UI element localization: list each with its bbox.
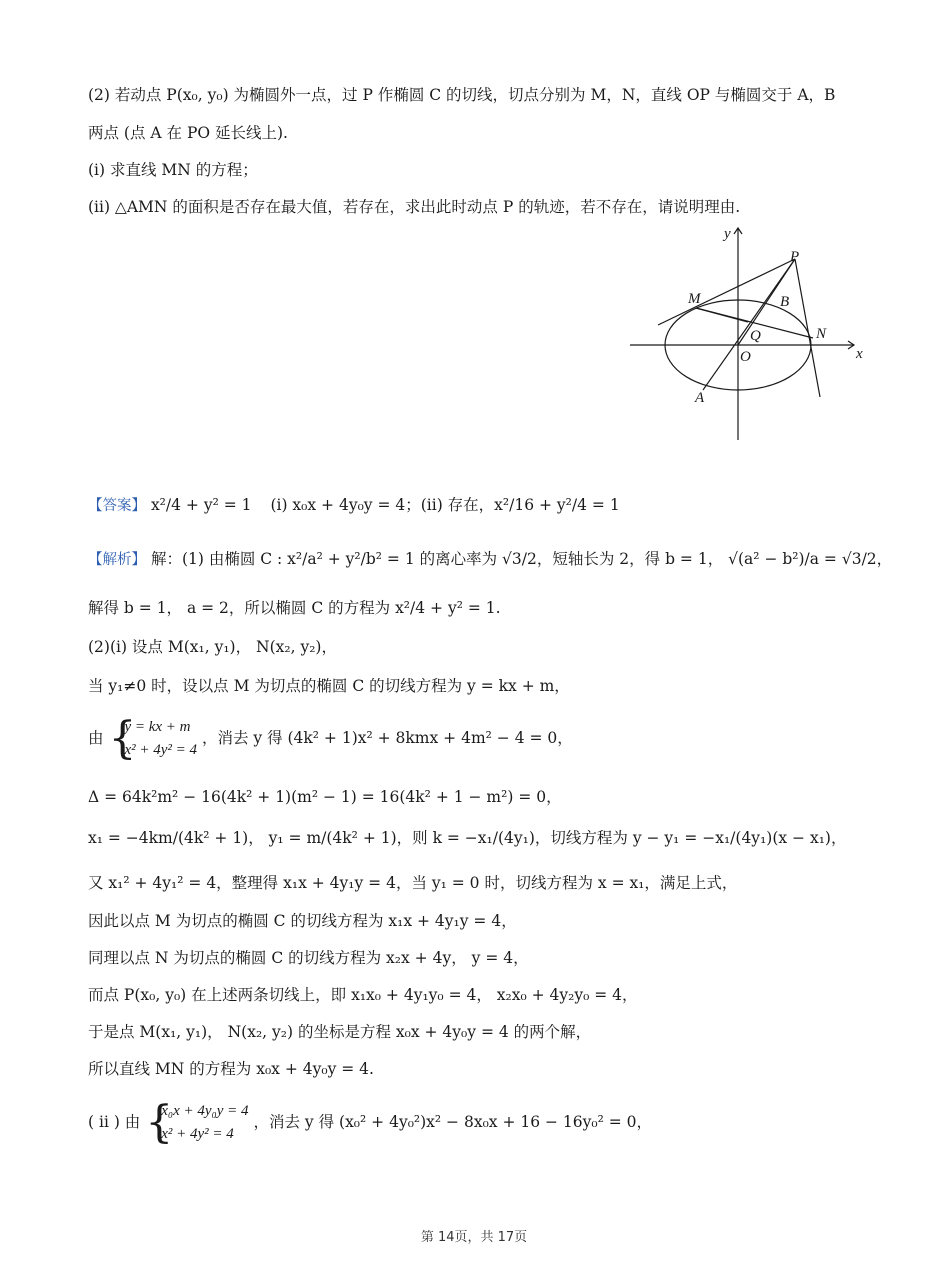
answer-tag: 【答案】 <box>88 498 146 514</box>
problem-line-2: 两点 (点 A 在 PO 延长线上). <box>88 124 288 142</box>
problem-line-1: (2) 若动点 P(x₀, y₀) 为椭圆外一点，过 P 作椭圆 C 的切线，切点分别为 M，N，直线 OP 与椭圆交于 A，B <box>88 86 836 104</box>
equation-system-2 <box>145 1097 249 1148</box>
analysis-line-13: 所以直线 MN 的方程为 x₀x + 4y₀y = 4. <box>88 1060 374 1078</box>
label-x: x <box>856 346 863 362</box>
problem-part-ii: (ii) △AMN 的面积是否存在最大值，若存在，求出此时动点 P 的轨迹，若不存在，请说明理由. <box>88 198 741 216</box>
system2-eq2: x² + 4y² = 4 <box>161 1126 234 1142</box>
answer-part2: (i) x₀x + 4y₀y = 4；(ii) 存在，x²/16 + y²/4 = 1 <box>270 496 620 514</box>
analysis-l14-pre: ( ⅱ ) 由 <box>88 1113 141 1131</box>
ellipse-tangent-figure <box>628 222 868 446</box>
analysis-line-3: (2)(i) 设点 M(x₁, y₁)， N(x₂, y₂)， <box>88 638 337 656</box>
segment-mq <box>696 308 748 322</box>
analysis-line-5 <box>88 713 573 764</box>
analysis-line-6: Δ = 64k²m² − 16(4k² + 1)(m² − 1) = 16(4k² + 1 − m²) = 0， <box>88 788 562 806</box>
analysis-line-2: 解得 b = 1， a = 2，所以椭圆 C 的方程为 x²/4 + y² = 1. <box>88 599 501 617</box>
equation-system-1 <box>108 713 198 764</box>
label-p: P <box>790 249 800 265</box>
analysis-line-10: 同理以点 N 为切点的椭圆 C 的切线方程为 x₂x + 4y， y = 4， <box>88 949 529 967</box>
label-m: M <box>688 291 701 307</box>
page-footer: 第 14页，共 17页 <box>420 1230 528 1245</box>
analysis-line-7: x₁ = −4km/(4k² + 1)， y₁ = m/(4k² + 1)，则 k = −x₁/(4y₁)，切线方程为 y − y₁ = −x₁/(4y₁)(x − x₁)， <box>88 829 847 847</box>
left-brace-icon: { <box>108 713 137 764</box>
analysis-line-8: 又 x₁² + 4y₁² = 4，整理得 x₁x + 4y₁y = 4，当 y₁ = 0 时，切线方程为 x = x₁，满足上式， <box>88 874 738 892</box>
analysis-l14-post: ，消去 y 得 (x₀² + 4y₀²)x² − 8x₀x + 16 − 16y₀² = 0， <box>253 1113 653 1131</box>
analysis-l5-pre: 由 <box>88 729 104 747</box>
tangent-line-pm <box>658 259 795 325</box>
analysis-l1: 解：(1) 由椭圆 C : x²/a² + y²/b² = 1 的离心率为 √3/2，短轴长为 2，得 b = 1， √(a² − b²)/a = √3/2， <box>150 550 893 568</box>
analysis-line-4: 当 y₁≠0 时，设以点 M 为切点的椭圆 C 的切线方程为 y = kx + m， <box>88 677 570 695</box>
system2-eq1: x₀x + 4y₀y = 4 <box>161 1103 249 1119</box>
answer-part1: x²/4 + y² = 1 <box>150 496 252 514</box>
answer-line <box>88 494 620 517</box>
label-b: B <box>780 294 790 310</box>
analysis-line-12: 于是点 M(x₁, y₁)， N(x₂, y₂) 的坐标是方程 x₀x + 4y₀y = 4 的两个解， <box>88 1023 592 1041</box>
analysis-line-1 <box>88 548 892 571</box>
label-y: y <box>724 226 731 242</box>
label-a: A <box>695 390 705 406</box>
analysis-l5-post: ，消去 y 得 (4k² + 1)x² + 8kmx + 4m² − 4 = 0， <box>201 729 573 747</box>
left-brace-icon: { <box>145 1097 174 1148</box>
analysis-tag: 【解析】 <box>88 552 146 568</box>
problem-part-i: (i) 求直线 MN 的方程； <box>88 161 258 179</box>
system1-eq1: y = kx + m <box>124 719 191 735</box>
line-op <box>703 259 795 390</box>
label-q: Q <box>750 328 761 344</box>
system1-eq2: x² + 4y² = 4 <box>124 742 198 758</box>
label-n: N <box>816 326 827 342</box>
label-o: O <box>740 349 751 365</box>
analysis-line-11: 而点 P(x₀, y₀) 在上述两条切线上，即 x₁x₀ + 4y₁y₀ = 4， x₂x₀ + 4y₂y₀ = 4， <box>88 986 638 1004</box>
analysis-line-9: 因此以点 M 为切点的椭圆 C 的切线方程为 x₁x + 4y₁y = 4， <box>88 912 517 930</box>
analysis-line-14 <box>88 1097 653 1148</box>
